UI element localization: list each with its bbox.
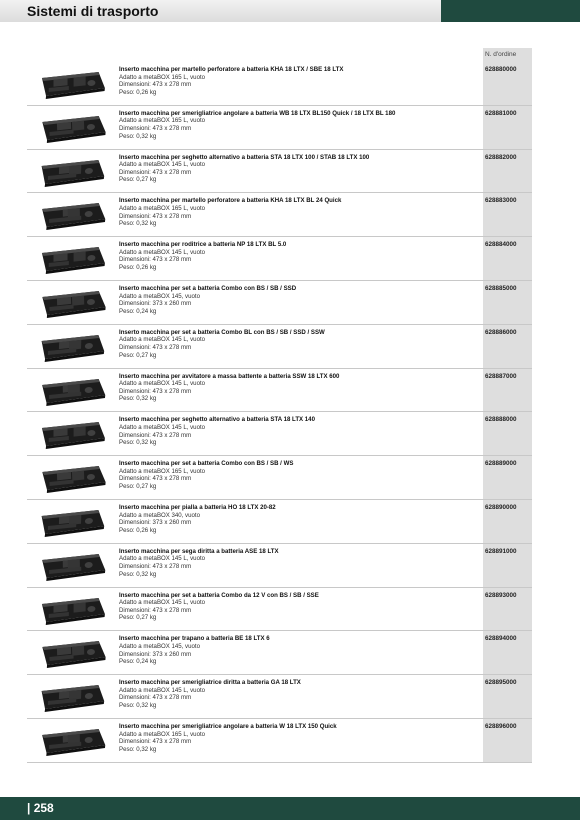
product-weight: Peso: 0,32 kg [119,745,157,753]
product-description [119,548,481,578]
product-title: Inserto macchina per seghetto alternativo a batteria STA 18 LTX 140 [119,416,315,424]
product-dimensions: Dimensioni: 473 x 278 mm [119,431,192,439]
product-description [119,110,481,140]
product-dimensions: Dimensioni: 373 x 260 mm [119,300,192,308]
product-weight: Peso: 0,32 kg [119,570,157,578]
product-compatibility: Adatto a metaBOX 145 L, vuoto [119,336,206,344]
product-dimensions: Dimensioni: 473 x 278 mm [119,212,192,220]
product-compatibility: Adatto a metaBOX 165 L, vuoto [119,117,206,125]
product-compatibility: Adatto a metaBOX 165 L, vuoto [119,730,206,738]
foam-insert-icon [33,68,107,100]
product-dimensions: Dimensioni: 473 x 278 mm [119,606,192,614]
product-description [119,241,481,271]
product-description [119,66,481,96]
product-weight: Peso: 0,32 kg [119,395,157,403]
product-dimensions: Dimensioni: 473 x 278 mm [119,694,192,702]
foam-insert-icon [33,637,107,669]
product-dimensions: Dimensioni: 373 x 260 mm [119,650,192,658]
product-title: Inserto macchina per trapano a batteria BE 18 LTX 6 [119,635,270,643]
order-number: 628891000 [483,544,532,587]
product-description [119,197,481,227]
product-title: Inserto macchina per set a batteria Combo BL con BS / SB / SSD / SSW [119,328,325,336]
order-number: 628887000 [483,369,532,412]
order-number: 628890000 [483,500,532,543]
table-row [27,675,532,719]
product-compatibility: Adatto a metaBOX 145 L, vuoto [119,599,206,607]
product-dimensions: Dimensioni: 473 x 278 mm [119,738,192,746]
order-number: 628894000 [483,631,532,674]
product-compatibility: Adatto a metaBOX 145 L, vuoto [119,423,206,431]
table-body [27,62,532,763]
product-dimensions: Dimensioni: 473 x 278 mm [119,124,192,132]
foam-insert-icon [33,375,107,407]
product-title: Inserto macchina per pialla a batteria HO 18 LTX 20-82 [119,503,276,511]
table-header [27,48,532,62]
product-compatibility: Adatto a metaBOX 165 L, vuoto [119,204,206,212]
product-compatibility: Adatto a metaBOX 165 L, vuoto [119,467,206,475]
product-title: Inserto macchina per sega diritta a batteria ASE 18 LTX [119,547,279,555]
product-weight: Peso: 0,26 kg [119,526,157,534]
product-description [119,329,481,359]
table-row [27,544,532,588]
product-title: Inserto macchina per smerigliatrice angolare a batteria WB 18 LTX BL150 Quick / 18 LTX BL 180 [119,109,396,117]
product-compatibility: Adatto a metaBOX 145 L, vuoto [119,161,206,169]
product-description [119,635,481,665]
table-row [27,237,532,281]
product-dimensions: Dimensioni: 473 x 278 mm [119,562,192,570]
product-compatibility: Adatto a metaBOX 145, vuoto [119,292,200,300]
foam-insert-icon [33,243,107,275]
product-description [119,285,481,315]
product-title: Inserto macchina per set a batteria Combo da 12 V con BS / SB / SSE [119,591,319,599]
page-footer [0,797,580,820]
product-compatibility: Adatto a metaBOX 340, vuoto [119,511,200,519]
product-weight: Peso: 0,27 kg [119,482,157,490]
product-dimensions: Dimensioni: 373 x 260 mm [119,519,192,527]
product-compatibility: Adatto a metaBOX 145 L, vuoto [119,686,206,694]
product-title: Inserto macchina per smerigliatrice angolare a batteria W 18 LTX 150 Quick [119,722,337,730]
product-description [119,416,481,446]
table-row [27,193,532,237]
table-row [27,500,532,544]
foam-insert-icon [33,112,107,144]
table-row [27,588,532,632]
product-dimensions: Dimensioni: 473 x 278 mm [119,475,192,483]
product-description [119,460,481,490]
order-number: 628889000 [483,456,532,499]
product-title: Inserto macchina per martello perforatore a batteria KHA 18 LTX BL 24 Quick [119,197,342,205]
product-weight: Peso: 0,24 kg [119,658,157,666]
product-description [119,723,481,753]
page-number: | 258 [27,801,54,815]
product-dimensions: Dimensioni: 473 x 278 mm [119,256,192,264]
product-title: Inserto macchina per set a batteria Combo con BS / SB / SSD [119,284,297,292]
product-weight: Peso: 0,32 kg [119,132,157,140]
product-description [119,154,481,184]
foam-insert-icon [33,156,107,188]
table-row [27,456,532,500]
order-number: 628888000 [483,412,532,455]
foam-insert-icon [33,287,107,319]
foam-insert-icon [33,594,107,626]
foam-insert-icon [33,418,107,450]
product-dimensions: Dimensioni: 473 x 278 mm [119,343,192,351]
foam-insert-icon [33,199,107,231]
product-compatibility: Adatto a metaBOX 145 L, vuoto [119,380,206,388]
product-title: Inserto macchina per martello perforatore a batteria KHA 18 LTX / SBE 18 LTX [119,66,344,73]
foam-insert-icon [33,681,107,713]
order-number: 628886000 [483,325,532,368]
product-weight: Peso: 0,27 kg [119,614,157,622]
product-dimensions: Dimensioni: 473 x 278 mm [119,387,192,395]
product-dimensions: Dimensioni: 473 x 278 mm [119,81,192,89]
foam-insert-icon [33,462,107,494]
table-row [27,62,532,106]
product-description [119,504,481,534]
product-weight: Peso: 0,26 kg [119,263,157,271]
foam-insert-icon [33,506,107,538]
table-row [27,325,532,369]
product-title: Inserto macchina per set a batteria Combo con BS / SB / WS [119,460,294,468]
product-weight: Peso: 0,27 kg [119,176,157,184]
product-dimensions: Dimensioni: 473 x 278 mm [119,168,192,176]
foam-insert-icon [33,331,107,363]
foam-insert-icon [33,725,107,757]
order-number: 628883000 [483,193,532,236]
product-title: Inserto macchina per seghetto alternativo a batteria STA 18 LTX 100 / STAB 18 LTX 100 [119,153,370,161]
table-row [27,150,532,194]
product-compatibility: Adatto a metaBOX 165 L, vuoto [119,73,206,81]
order-number: 628893000 [483,588,532,631]
table-row [27,369,532,413]
order-number: 628884000 [483,237,532,280]
table-row [27,412,532,456]
table-row [27,106,532,150]
order-number: 628880000 [483,62,532,105]
page-header [0,0,580,22]
order-number: 628895000 [483,675,532,718]
product-title: Inserto macchina per avvitatore a massa battente a batteria SSW 18 LTX 600 [119,372,340,380]
order-number: 628885000 [483,281,532,324]
product-compatibility: Adatto a metaBOX 145, vuoto [119,642,200,650]
product-compatibility: Adatto a metaBOX 145 L, vuoto [119,555,206,563]
product-weight: Peso: 0,32 kg [119,439,157,447]
table-row [27,719,532,763]
order-number: 628881000 [483,106,532,149]
page-title: Sistemi di trasporto [27,3,159,19]
order-number: 628882000 [483,150,532,193]
product-title: Inserto macchina per smerigliatrice diritta a batteria GA 18 LTX [119,679,301,687]
product-title: Inserto macchina per roditrice a batteria NP 18 LTX BL 5.0 [119,241,287,249]
product-description [119,373,481,403]
order-number: 628896000 [483,719,532,762]
table-row [27,631,532,675]
foam-insert-icon [33,550,107,582]
product-weight: Peso: 0,27 kg [119,351,157,359]
product-description [119,592,481,622]
product-weight: Peso: 0,32 kg [119,220,157,228]
product-weight: Peso: 0,26 kg [119,88,157,96]
product-weight: Peso: 0,32 kg [119,701,157,709]
product-compatibility: Adatto a metaBOX 145 L, vuoto [119,248,206,256]
table-row [27,281,532,325]
product-weight: Peso: 0,24 kg [119,307,157,315]
product-description [119,679,481,709]
product-table [27,48,532,763]
order-number-header: N. d'ordine [483,48,532,62]
